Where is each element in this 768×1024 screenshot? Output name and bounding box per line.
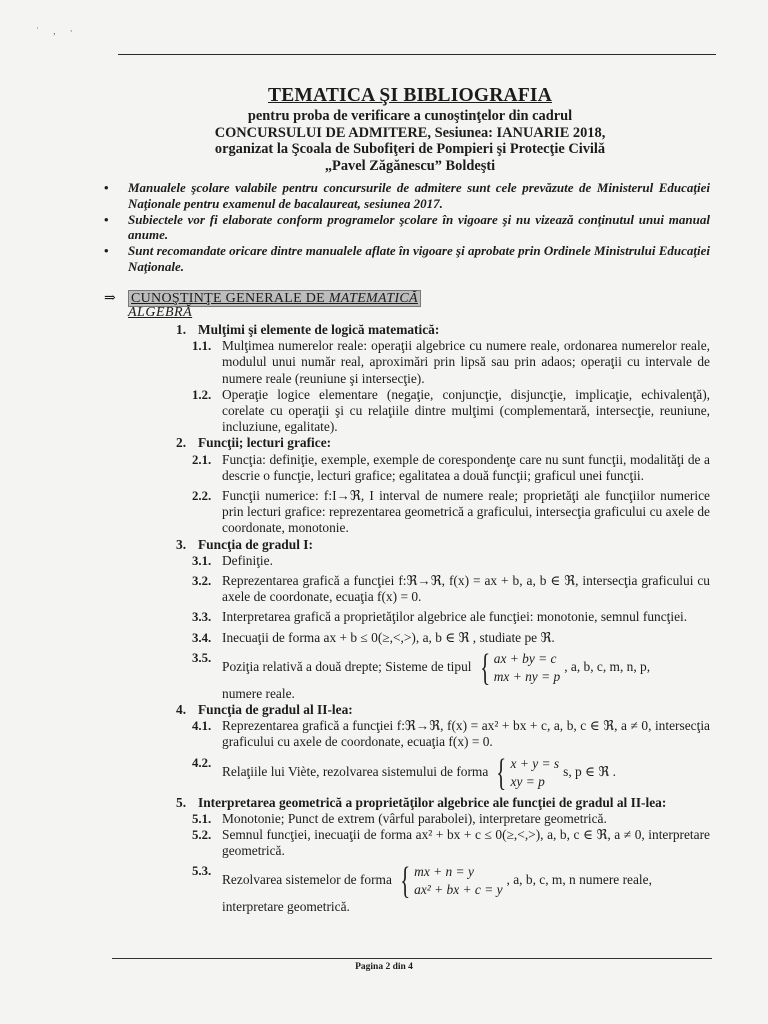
- list-item: 1.2. Operaţie logice elementare (negaţie, conjuncţie, disjuncţie, implicaţie, echivalenţă), corelate cu operaţii şi cu relaţiile dintre mulţimi (complementară, intersecţie, reuniune, incluziune, egalitate).: [192, 386, 710, 435]
- list-item: 3.1. Definiţie.: [192, 552, 273, 568]
- bullet-icon: •: [104, 243, 109, 259]
- equation-system: { ax + by = c mx + ny = p: [479, 646, 561, 689]
- list-item: 1.1. Mulţimea numerelor reale: operaţii algebrice cu numere reale, ordonarea numerelor reale, modulul unui număr real, aproximări prin lipsă sau prin adaos; operaţii cu intervale de numere reale (reuniune şi intersecţie).: [192, 338, 710, 386]
- topic-heading: 3. Funcţia de gradul I:: [176, 536, 313, 552]
- topic-heading: 2. Funcţii; lecturi grafice:: [176, 435, 332, 451]
- bullet-icon: •: [104, 180, 109, 195]
- arrow-icon: ⇒: [104, 291, 116, 306]
- note-item: • Subiectele vor fi elaborate conform programelor şcolare în vigoare şi nu vizează conţinutul unui manual anume.: [104, 211, 710, 243]
- list-item: 3.3. Interpretarea grafică a proprietăţilor algebrice ale funcţiei: monotonie, semnul funcţiei.: [192, 609, 688, 625]
- top-rule: [118, 54, 716, 55]
- bullet-icon: •: [104, 211, 109, 227]
- header-line-1: pentru proba de verificare a cunoştinţelor din cadrul: [247, 108, 573, 124]
- syllabus-content: [176, 322, 710, 916]
- list-item: 2.1. Funcţia: definiţie, exemple, exemple de corespondenţe care nu sunt funcţii, modalităţi de a descrie o funcţie, lecturi grafice; egalitatea a două funcţii; graficul unei funcţii.: [192, 451, 710, 483]
- list-item: 5.3. Rezolvarea sistemelor de forma { mx + n = y ax² + bx + c = y, a, b, c, m, n numere reale, interpretare geometrică.: [192, 860, 652, 915]
- list-item: 3.2. Reprezentarea grafică a funcţiei f:ℜ→ℜ, f(x) = ax + b, a, b ∈ ℜ, intersecţia graficului cu axele de coordonate, ecuaţia f(x) = 0.: [192, 573, 710, 605]
- notes-list: [104, 180, 710, 275]
- section-heading-highlight: CUNOŞTINŢE GENERALE DE MATEMATICĂ: [128, 290, 421, 307]
- topic-heading: 5. Interpretarea geometrică a proprietăţilor algebrice ale funcţiei de gradul al II-lea:: [176, 794, 667, 810]
- footer-rule: [112, 958, 712, 959]
- equation-system: { x + y = s xy = p: [496, 751, 560, 794]
- equation-system: { mx + n = y ax² + bx + c = y: [400, 860, 503, 903]
- page-title: TEMATICA ŞI BIBLIOGRAFIA: [268, 85, 552, 106]
- header-line-4: „Pavel Zăgănescu” Boldeşti: [324, 157, 496, 174]
- page-number: Pagina 2 din 4: [355, 962, 413, 972]
- document-header: [150, 84, 670, 174]
- list-item: 3.5. Poziţia relativă a două drepte; Sisteme de tipul { ax + by = c mx + ny = p, a, b, c, m, n, p, numere reale.: [192, 646, 651, 701]
- header-line-3: organizat la Şcoala de Subofiţeri de Pompieri şi Protecţie Civilă: [214, 141, 606, 158]
- list-item: 5.1. Monotonie; Punct de extrem (vârful parabolei), interpretare geometrică.: [192, 810, 607, 826]
- list-item: 3.4. Inecuaţii de forma ax + b ≤ 0(≥,<,>), a, b ∈ ℜ , studiate pe ℜ.: [192, 629, 555, 645]
- subsection-title: ALGEBRĂ: [128, 305, 193, 320]
- topic-heading: 1. Mulţimi şi elemente de logică matematică:: [176, 322, 440, 337]
- list-item: 5.2. Semnul funcţiei, inecuaţii de forma ax² + bx + c ≤ 0(≥,<,>), a, b, c ∈ ℜ, a ≠ 0, interpretare geometrică.: [192, 827, 710, 859]
- note-item: • Sunt recomandate oricare dintre manualele aflate în vigoare şi aprobate prin Ordinele Ministrului Educaţiei Naţionale.: [104, 243, 710, 274]
- list-item: 4.2. Relaţiile lui Viète, rezolvarea sistemului de forma { x + y = s xy = ps, p ∈ ℜ .: [192, 751, 616, 794]
- note-item: • Manualele şcolare valabile pentru concursurile de admitere sunt cele prevăzute de Ministerul Educaţiei Naţionale pentru examenul de bacalaureat, sesiunea 2017.: [104, 180, 710, 211]
- list-item: 4.1. Reprezentarea grafică a funcţiei f:ℜ→ℜ, f(x) = ax² + bx + c, a, b, c ∈ ℜ, a ≠ 0, intersecţia graficului cu axele de coordonate, ecuaţia f(x) = 0.: [192, 718, 710, 750]
- topic-heading: 4. Funcţia de gradul al II-lea:: [176, 702, 353, 718]
- header-line-2: CONCURSULUI DE ADMITERE, Sesiunea: IANUARIE 2018,: [214, 124, 606, 141]
- scan-specks: ˙ , ·: [36, 26, 79, 36]
- list-item: 2.2. Funcţii numerice: f:I→ℜ, I interval de numere reale; proprietăţi ale funcţiilor numerice prin lecturi grafice: reprezentarea geometrică a graficului, intersecţia graficului cu axele de coordonate, monotonie.: [192, 488, 710, 536]
